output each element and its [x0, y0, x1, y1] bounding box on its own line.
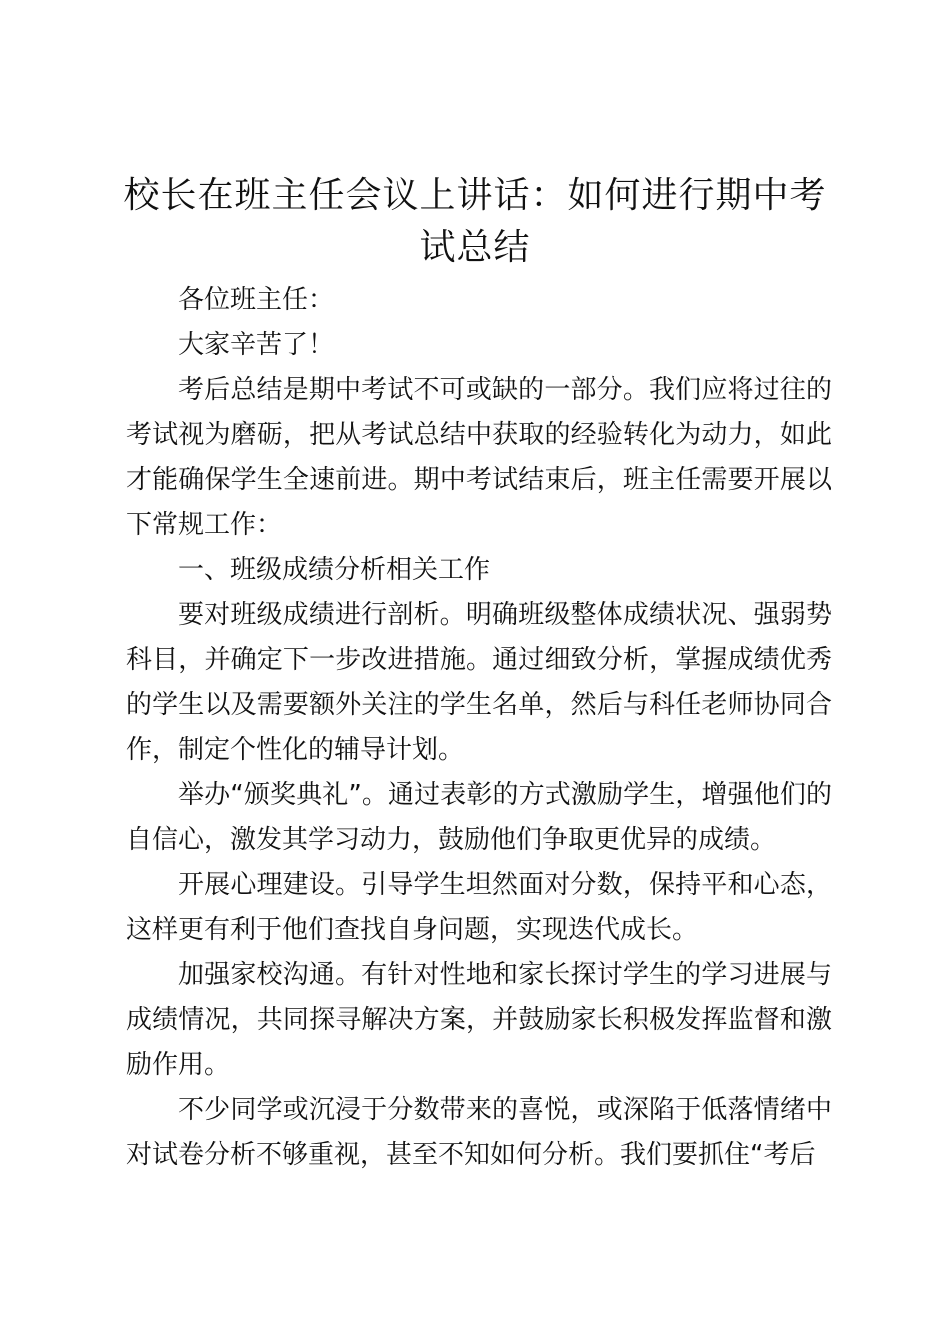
paragraph-exam-review: 不少同学或沉浸于分数带来的喜悦，或深陷于低落情绪中对试卷分析不够重视，甚至不知如何分析。我们要抓住“考后	[126, 1095, 832, 1170]
document-body	[126, 278, 832, 1178]
paragraph-home-school: 加强家校沟通。有针对性地和家长探讨学生的学习进展与成绩情况，共同探寻解决方案，并鼓励家长积极发挥监督和激励作用。	[126, 960, 832, 1080]
paragraph-intro: 考后总结是期中考试不可或缺的一部分。我们应将过往的考试视为磨砺，把从考试总结中获取的经验转化为动力，如此才能确保学生全速前进。期中考试结束后，班主任需要开展以下常规工作：	[126, 375, 832, 540]
paragraph-score-analysis: 要对班级成绩进行剖析。明确班级整体成绩状况、强弱势科目，并确定下一步改进措施。通过细致分析，掌握成绩优秀的学生以及需要额外关注的学生名单，然后与科任老师协同合作，制定个性化的辅导计划。	[126, 600, 832, 765]
section-heading-1: 一、班级成绩分析相关工作	[178, 555, 491, 585]
paragraph-greeting: 大家辛苦了！	[178, 330, 335, 360]
document-title: 校长在班主任会议上讲话：如何进行期中考试总结	[123, 175, 827, 268]
paragraph-award-ceremony: 举办“颁奖典礼”。通过表彰的方式激励学生，增强他们的自信心，激发其学习动力，鼓励他们争取更优异的成绩。	[126, 780, 832, 855]
paragraph-salutation: 各位班主任：	[178, 285, 335, 315]
paragraph-psychology: 开展心理建设。引导学生坦然面对分数，保持平和心态，这样更有利于他们查找自身问题，实现迭代成长。	[126, 870, 832, 945]
